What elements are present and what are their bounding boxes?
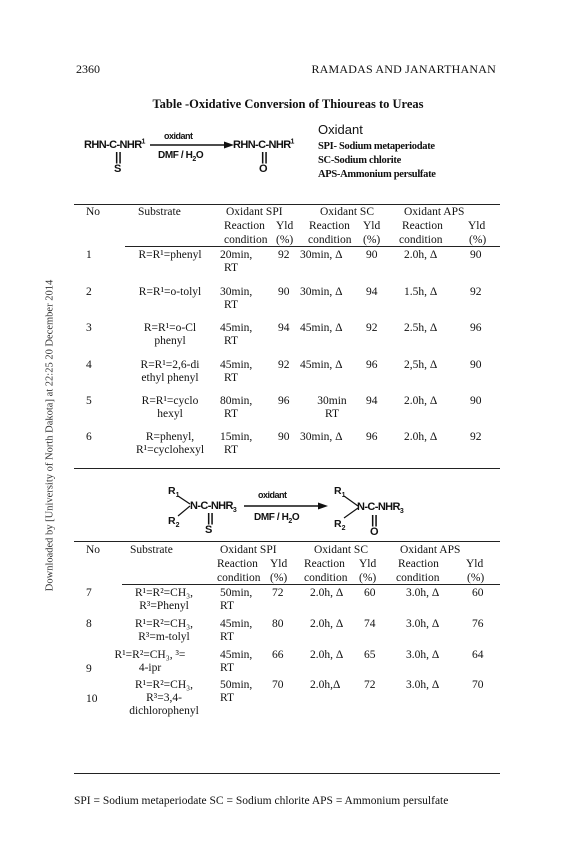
substrate-line: R¹=R²=CH₃,	[134, 679, 194, 691]
spi-yield: 72	[272, 587, 284, 599]
sc-condition-value: 45min, Δ	[300, 322, 343, 334]
scheme2-r2: $R_2$	[168, 515, 180, 530]
aps-condition: condition	[399, 234, 443, 246]
sc-condition-value: 2.0h, Δ	[310, 618, 344, 630]
aps-yield: 70	[472, 679, 484, 691]
aps-condition-value: 1.5h, Δ	[404, 286, 438, 298]
row-number: 4	[86, 359, 92, 371]
sc-condition-value: 30min, Δ	[300, 286, 343, 298]
aps-reaction: Reaction	[398, 558, 439, 570]
spi-yield: 70	[272, 679, 284, 691]
substrate-line: R=R¹=o-tolyl	[138, 286, 202, 298]
sc-yield: 96	[366, 359, 378, 371]
aps-yld: Yld	[468, 220, 486, 232]
scheme2-double-bond-s: ||	[207, 511, 214, 525]
sc-yield: 94	[366, 395, 378, 407]
row-number: 6	[86, 431, 92, 443]
aps-condition-value: 3.0h, Δ	[406, 618, 440, 630]
sc-yield: 72	[364, 679, 376, 691]
sc-yld: Yld	[359, 558, 377, 570]
page-number: 2360	[76, 62, 100, 76]
spi-condition-value: 45min,	[220, 322, 253, 334]
scheme1-solvent: DMF / $H_2O$	[158, 150, 204, 163]
substrate-line: R¹=R²=CH₃,	[134, 618, 194, 630]
aps-yield: 92	[470, 431, 482, 443]
row-number: 5	[86, 395, 92, 407]
substrate-line: phenyl	[154, 335, 186, 347]
spi-yld: Yld	[276, 220, 294, 232]
scheme1-arrow	[150, 141, 234, 149]
sc-condition-value: 2.0h,Δ	[310, 679, 341, 691]
scheme1-oxygen: O	[259, 163, 268, 175]
substrate-line: R¹=cyclohexyl	[135, 444, 205, 456]
substrate-line: R³=m-tolyl	[138, 631, 190, 643]
sc-condition: condition	[304, 572, 348, 584]
sc-yield: 92	[366, 322, 378, 334]
spi-condition-value: 45min,	[220, 359, 253, 371]
running-head: RAMADAS AND JANARTHANAN	[311, 62, 496, 76]
spi-condition-value: 30min,	[220, 286, 253, 298]
aps-pct: (%)	[469, 234, 487, 246]
row-number: 7	[86, 587, 92, 599]
scheme2-sulfur: S	[205, 524, 213, 536]
scheme2-solvent: DMF / $H_2O$	[254, 512, 300, 525]
aps-yield: 60	[472, 587, 484, 599]
spi-condition-value: RT	[220, 662, 235, 674]
scheme1-reactant: RHN-C-NHR$^1$	[84, 138, 145, 151]
spi-condition-value: 15min,	[220, 431, 253, 443]
scheme1-double-bond-o: ||	[261, 150, 268, 164]
substrate-line: R=R¹=o-Cl	[143, 322, 197, 334]
substrate-line: hexyl	[157, 408, 183, 420]
col-sc: Oxidant SC	[320, 206, 374, 218]
sc-reaction: Reaction	[304, 558, 345, 570]
table2-bottom-rule	[74, 773, 500, 774]
aps-yield: 76	[472, 618, 484, 630]
spi-yld: Yld	[270, 558, 288, 570]
spi-condition-value: RT	[224, 299, 239, 311]
row-number: 9	[86, 663, 92, 675]
col-spi: Oxidant SPI	[220, 544, 277, 556]
spi-condition-value: RT	[220, 692, 235, 704]
oxidant-legend-aps: APS-Ammonium persulfate	[318, 169, 436, 180]
download-watermark: Downloaded by [University of North Dakota] at 22:25 20 December 2014	[44, 279, 56, 592]
substrate-line: R³=Phenyl	[139, 600, 189, 612]
scheme2-product-r1: $R_1$	[334, 485, 346, 500]
spi-reaction: Reaction	[224, 220, 265, 232]
row-number: 10	[86, 693, 98, 705]
col-spi: Oxidant SPI	[226, 206, 283, 218]
scheme1-oxidant-label: oxidant	[164, 131, 193, 141]
sc-condition-value: 30min, Δ	[300, 431, 343, 443]
sc-condition: condition	[308, 234, 352, 246]
substrate-line: dichlorophenyl	[129, 705, 199, 717]
scheme2-product: $N-C-NHR_3$	[357, 501, 404, 516]
sc-yield: 94	[366, 286, 378, 298]
spi-condition-value: 20min,	[220, 249, 253, 261]
aps-yield: 90	[470, 249, 482, 261]
sc-pct: (%)	[363, 234, 381, 246]
spi-yield: 90	[278, 286, 290, 298]
spi-yield: 66	[272, 649, 284, 661]
sc-condition-value: 2.0h, Δ	[310, 649, 344, 661]
spi-condition: condition	[217, 572, 261, 584]
aps-condition-value: 2.0h, Δ	[404, 249, 438, 261]
scheme2-r1: $R_1$	[168, 485, 180, 500]
scheme2-product-r2: $R_2$	[334, 518, 346, 533]
substrate-line: R=phenyl,	[145, 431, 195, 443]
spi-condition-value: RT	[224, 335, 239, 347]
spi-condition-value: 50min,	[220, 679, 253, 691]
table1-bottom-rule	[74, 468, 500, 469]
col-aps: Oxidant APS	[404, 206, 465, 218]
spi-yield: 96	[278, 395, 290, 407]
aps-condition: condition	[396, 572, 440, 584]
sc-reaction: Reaction	[309, 220, 350, 232]
row-number: 2	[86, 286, 92, 298]
sc-condition-value: 30min, Δ	[300, 249, 343, 261]
substrate-line: R=R¹=cyclo	[141, 395, 199, 407]
scheme2-arrow	[244, 502, 328, 510]
spi-condition: condition	[224, 234, 268, 246]
spi-condition-value: 45min,	[220, 618, 253, 630]
table1-top-rule	[74, 204, 500, 205]
spi-reaction: Reaction	[217, 558, 258, 570]
scheme2-double-bond-o: ||	[371, 513, 378, 527]
table-title: Table -Oxidative Conversion of Thioureas to Ureas	[152, 97, 424, 111]
oxidant-legend-sc: SC-Sodium chlorite	[318, 155, 401, 166]
spi-yield: 92	[278, 249, 290, 261]
spi-condition-value: RT	[220, 600, 235, 612]
sc-yield: 74	[364, 618, 376, 630]
sc-yield: 90	[366, 249, 378, 261]
spi-condition-value: 45min,	[220, 649, 253, 661]
scheme1-product: RHN-C-NHR$^1$	[233, 138, 294, 151]
substrate-line: R¹=R²=CH₃,	[134, 587, 194, 599]
aps-yield: 90	[470, 359, 482, 371]
col-aps: Oxidant APS	[400, 544, 461, 556]
oxidant-legend-title: Oxidant	[318, 122, 363, 137]
spi-condition-value: RT	[224, 262, 239, 274]
aps-pct: (%)	[467, 572, 485, 584]
substrate-line: ethyl phenyl	[141, 372, 199, 384]
spi-yield: 92	[278, 359, 290, 371]
spi-condition-value: RT	[224, 372, 239, 384]
scheme1-double-bond-s: ||	[115, 150, 122, 164]
aps-reaction: Reaction	[402, 220, 443, 232]
row-number: 1	[86, 249, 92, 261]
sc-condition-value: 2.0h, Δ	[310, 587, 344, 599]
spi-yield: 80	[272, 618, 284, 630]
substrate-line: R=R¹=2,6-di	[140, 359, 200, 371]
aps-condition-value: 3.0h, Δ	[406, 679, 440, 691]
aps-yield: 96	[470, 322, 482, 334]
spi-yield: 94	[278, 322, 290, 334]
scheme2-oxygen: O	[370, 526, 379, 538]
spi-pct: (%)	[276, 234, 294, 246]
spi-condition-value: RT	[220, 631, 235, 643]
col-substrate: Substrate	[138, 206, 181, 218]
sc-condition-value: RT	[324, 408, 339, 420]
aps-yield: 92	[470, 286, 482, 298]
substrate-line: R=R¹=phenyl	[138, 249, 202, 261]
sc-condition-value: 45min, Δ	[300, 359, 343, 371]
substrate-line: R³=3,4-	[146, 692, 182, 704]
scheme2-reactant: $N-C-NHR_3$	[190, 500, 237, 515]
col-no: No	[86, 206, 101, 218]
spi-yield: 90	[278, 431, 290, 443]
aps-yield: 90	[470, 395, 482, 407]
substrate-line: 4-ipr	[138, 662, 162, 674]
spi-pct: (%)	[270, 572, 288, 584]
aps-yield: 64	[472, 649, 484, 661]
sc-yld: Yld	[363, 220, 381, 232]
sc-yield: 60	[364, 587, 376, 599]
oxidant-legend-spi: SPI- Sodium metaperiodate	[318, 141, 435, 152]
col-no: No	[86, 544, 101, 556]
aps-condition-value: 2.0h, Δ	[404, 395, 438, 407]
col-sc: Oxidant SC	[314, 544, 368, 556]
aps-condition-value: 3.0h, Δ	[406, 649, 440, 661]
scheme1-sulfur: S	[114, 163, 122, 175]
aps-condition-value: 2.5h, Δ	[404, 322, 438, 334]
abbreviation-footnote: SPI = Sodium metaperiodate SC = Sodium chlorite APS = Ammonium persulfate	[74, 795, 449, 807]
substrate-line: R¹=R²=CH₃, ³=	[114, 649, 186, 661]
scheme2-oxidant-label: oxidant	[258, 490, 287, 500]
spi-condition-value: RT	[224, 408, 239, 420]
spi-condition-value: 80min,	[220, 395, 253, 407]
aps-condition-value: 2.0h, Δ	[404, 431, 438, 443]
aps-yld: Yld	[466, 558, 484, 570]
table1-header-rule	[125, 246, 500, 247]
spi-condition-value: RT	[224, 444, 239, 456]
aps-condition-value: 2,5h, Δ	[404, 359, 438, 371]
sc-yield: 96	[366, 431, 378, 443]
col-substrate: Substrate	[130, 544, 173, 556]
sc-yield: 65	[364, 649, 376, 661]
table2-header-rule	[122, 584, 500, 585]
sc-condition-value: 30min	[317, 395, 347, 407]
sc-pct: (%)	[359, 572, 377, 584]
aps-condition-value: 3.0h, Δ	[406, 587, 440, 599]
row-number: 8	[86, 618, 92, 630]
table2-top-rule	[74, 541, 500, 542]
spi-condition-value: 50min,	[220, 587, 253, 599]
row-number: 3	[86, 322, 92, 334]
